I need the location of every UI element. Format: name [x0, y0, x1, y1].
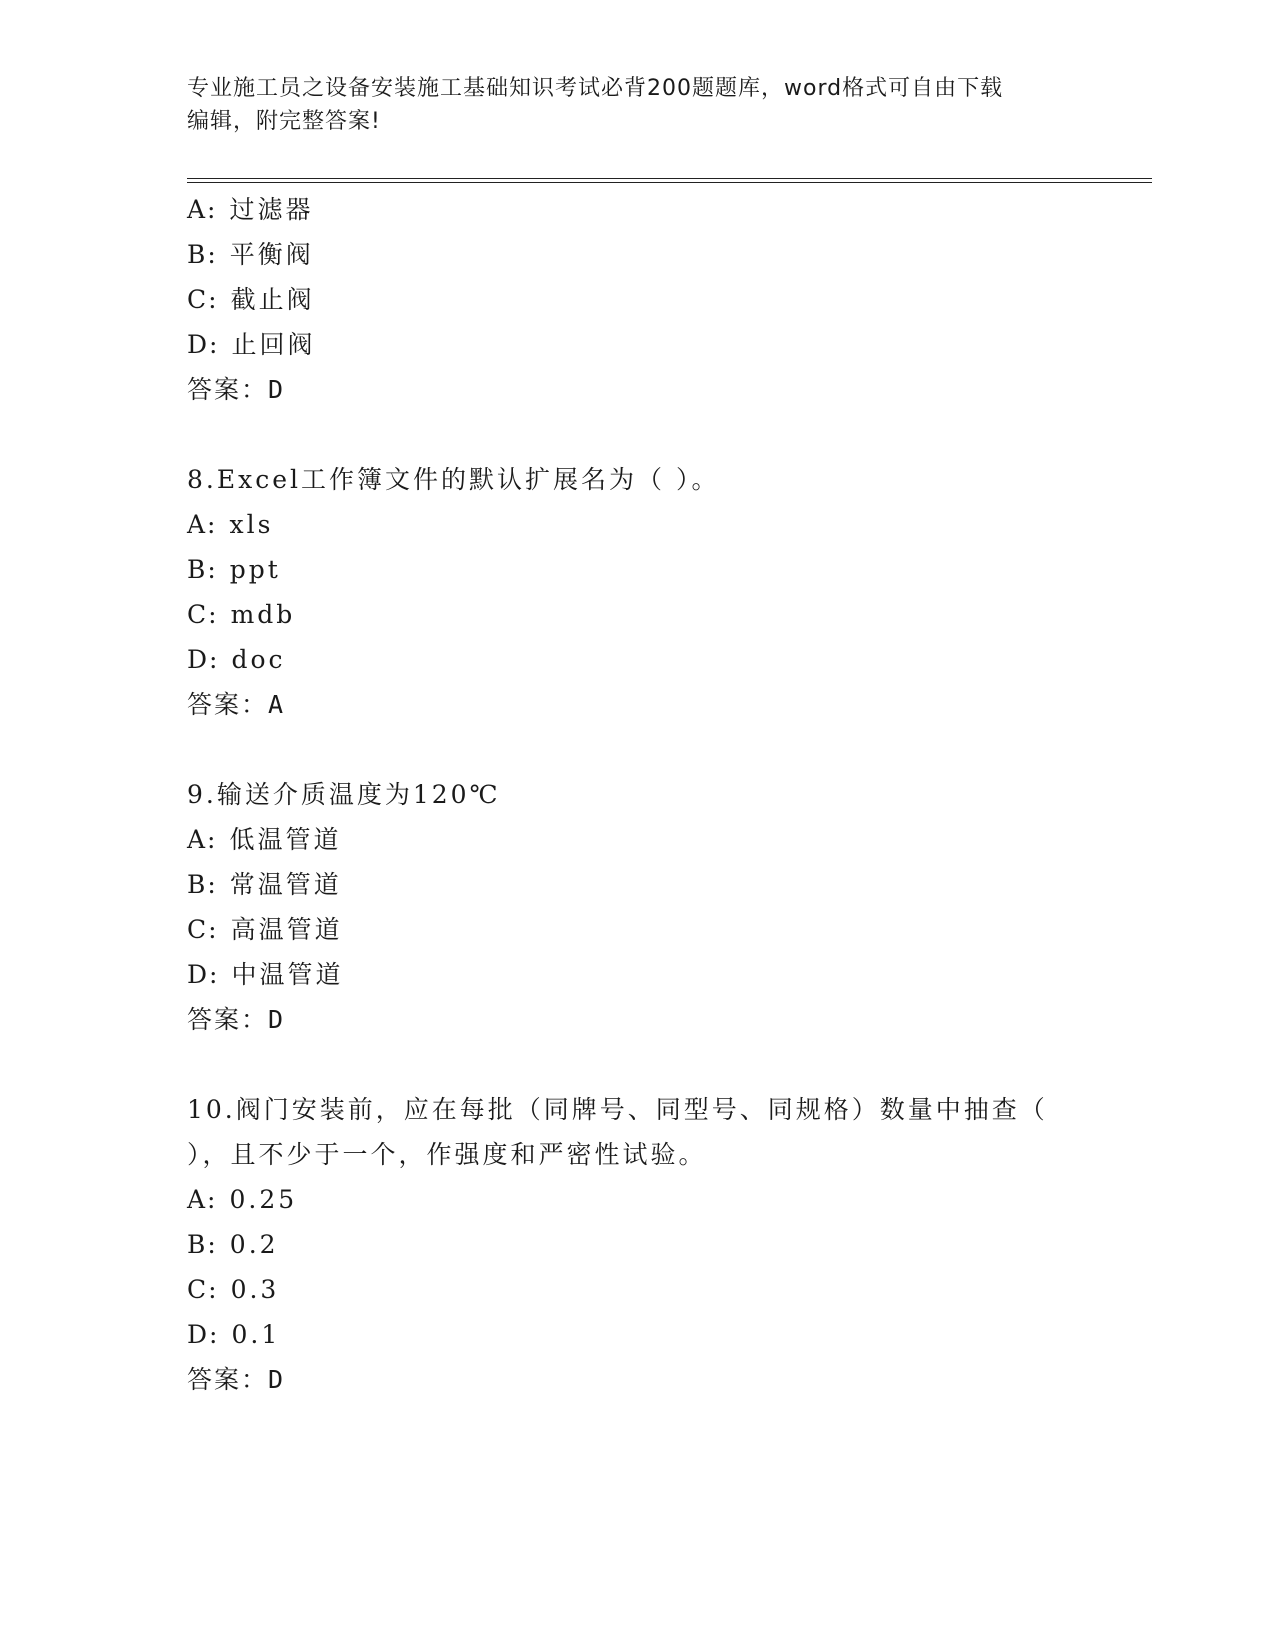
q9-option-b: B: 常温管道 [187, 870, 342, 899]
q7-option-a: A: 过滤器 [187, 195, 314, 224]
q8-answer: 答案：A [187, 690, 284, 719]
q8-stem: 8.Excel工作簿文件的默认扩展名为（ ）。 [187, 465, 720, 494]
q9-option-d: D: 中温管道 [187, 960, 344, 989]
header-title-line-2: 编辑，附完整答案! [187, 109, 381, 134]
q7-answer: 答案：D [187, 375, 284, 404]
header-divider-bottom [187, 182, 1152, 183]
q8-option-c: C: mdb [187, 600, 296, 629]
document-header [187, 72, 1067, 138]
header-divider-top [187, 178, 1152, 179]
q10-answer: 答案：D [187, 1365, 284, 1394]
q7-option-b: B: 平衡阀 [187, 240, 314, 269]
q7-option-c: C: 截止阀 [187, 285, 315, 314]
q7-option-d: D: 止回阀 [187, 330, 316, 359]
q9-option-a: A: 低温管道 [187, 825, 342, 854]
q8-option-a: A: xls [187, 510, 274, 539]
q10-option-d: D: 0.1 [187, 1320, 281, 1349]
q8-option-d: D: doc [187, 645, 286, 674]
q10-stem-line-2: ），且不少于一个，作强度和严密性试验。 [187, 1140, 707, 1169]
q9-answer: 答案：D [187, 1005, 284, 1034]
q10-option-a: A: 0.25 [187, 1185, 298, 1214]
q10-option-c: C: 0.3 [187, 1275, 280, 1304]
q9-option-c: C: 高温管道 [187, 915, 343, 944]
q10-option-b: B: 0.2 [187, 1230, 279, 1259]
q9-stem: 9.输送介质温度为120℃ [187, 780, 501, 809]
q8-option-b: B: ppt [187, 555, 281, 584]
header-title-line-1: 专业施工员之设备安装施工基础知识考试必背200题题库，word格式可自由下载 [187, 76, 1004, 101]
q10-stem-line-1: 10.阀门安装前，应在每批（同牌号、同型号、同规格）数量中抽查（ [187, 1095, 1048, 1124]
